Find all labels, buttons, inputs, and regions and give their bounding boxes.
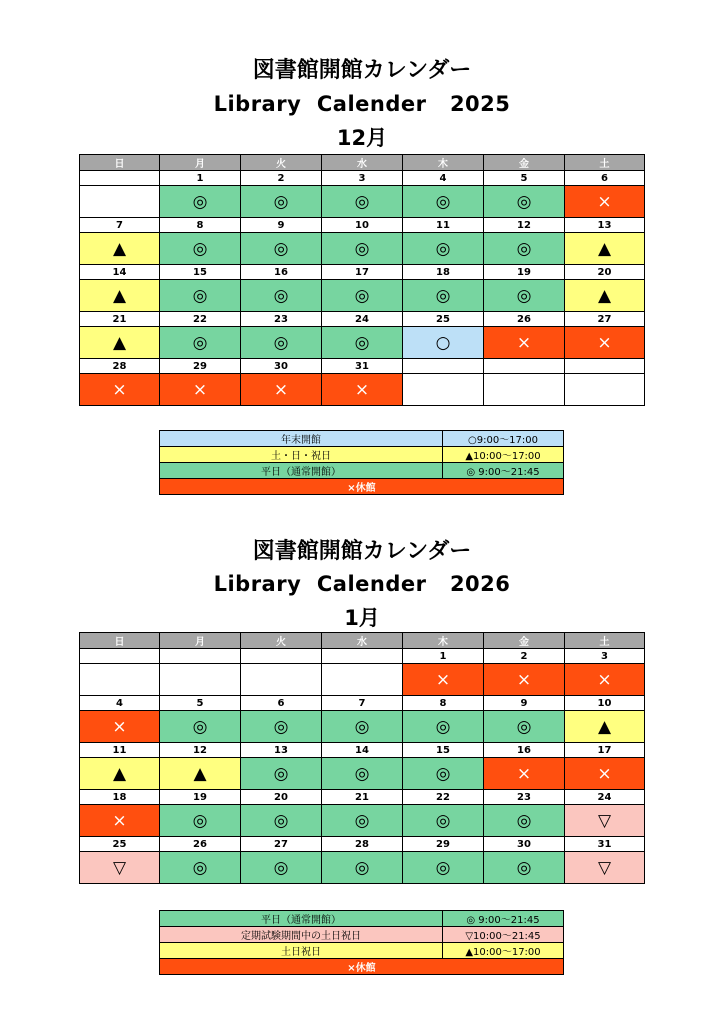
day-number: 20 xyxy=(241,790,322,805)
day-number: 2 xyxy=(484,649,565,664)
day-status-symbol: ▲ xyxy=(80,758,160,790)
day-status-symbol: ◎ xyxy=(322,852,403,884)
day-status-symbol: ◎ xyxy=(322,233,403,265)
day-number: 25 xyxy=(403,312,484,327)
day-status-symbol: × xyxy=(80,711,160,743)
day-status-symbol: × xyxy=(241,374,322,406)
legend-hours: ○9:00～17:00 xyxy=(443,431,564,447)
day-number: 19 xyxy=(160,790,241,805)
day-number: 7 xyxy=(322,696,403,711)
weekday-header: 木 xyxy=(403,155,484,171)
day-number: 27 xyxy=(565,312,645,327)
day-status-symbol: ▲ xyxy=(565,711,645,743)
day-status-symbol xyxy=(160,664,241,696)
day-status-symbol: × xyxy=(484,758,565,790)
day-number: 16 xyxy=(484,743,565,758)
day-number: 31 xyxy=(565,837,645,852)
day-status-symbol: ◎ xyxy=(241,852,322,884)
day-status-symbol: ◎ xyxy=(403,805,484,837)
day-number xyxy=(565,359,645,374)
day-status-symbol: ◎ xyxy=(160,327,241,359)
status-row xyxy=(80,186,645,218)
calendar-title-jp: 図書館開館カレンダー xyxy=(252,58,472,83)
weekday-header: 水 xyxy=(322,633,403,649)
day-status-symbol: ◎ xyxy=(484,233,565,265)
day-status-symbol: ◎ xyxy=(160,852,241,884)
day-status-symbol: ▲ xyxy=(565,233,645,265)
day-status-symbol: ◎ xyxy=(160,233,241,265)
day-status-symbol: × xyxy=(403,664,484,696)
date-row xyxy=(80,649,645,664)
weekday-header: 火 xyxy=(241,155,322,171)
day-number xyxy=(80,171,160,186)
day-number: 1 xyxy=(160,171,241,186)
weekday-header-row xyxy=(80,155,645,171)
day-number: 10 xyxy=(565,696,645,711)
weekday-header: 土 xyxy=(565,155,645,171)
day-number: 30 xyxy=(241,359,322,374)
legend-hours: ▲10:00～17:00 xyxy=(443,447,564,463)
day-status-symbol xyxy=(403,374,484,406)
legend-row xyxy=(160,959,564,975)
day-number: 10 xyxy=(322,218,403,233)
day-number: 9 xyxy=(484,696,565,711)
day-status-symbol: ▲ xyxy=(160,758,241,790)
weekday-header: 土 xyxy=(565,633,645,649)
day-status-symbol: ◎ xyxy=(322,327,403,359)
day-number: 4 xyxy=(80,696,160,711)
legend-row xyxy=(160,943,564,959)
day-number: 4 xyxy=(403,171,484,186)
day-status-symbol: ▲ xyxy=(80,327,160,359)
status-row xyxy=(80,664,645,696)
legend-row xyxy=(160,431,564,447)
day-number: 8 xyxy=(403,696,484,711)
weekday-header: 月 xyxy=(160,155,241,171)
day-number: 1 xyxy=(403,649,484,664)
day-status-symbol: ◎ xyxy=(241,711,322,743)
day-status-symbol: ◎ xyxy=(322,711,403,743)
day-status-symbol xyxy=(241,664,322,696)
day-number xyxy=(403,359,484,374)
day-number: 8 xyxy=(160,218,241,233)
day-number: 19 xyxy=(484,265,565,280)
day-status-symbol xyxy=(565,374,645,406)
day-status-symbol xyxy=(484,374,565,406)
day-status-symbol: ▽ xyxy=(565,852,645,884)
status-row xyxy=(80,233,645,265)
day-number: 14 xyxy=(80,265,160,280)
day-number: 24 xyxy=(322,312,403,327)
calendar-title-en: Library Calender 2025 xyxy=(213,92,511,116)
day-status-symbol: ◎ xyxy=(484,805,565,837)
day-status-symbol: ▽ xyxy=(565,805,645,837)
day-number: 17 xyxy=(565,743,645,758)
status-row xyxy=(80,327,645,359)
legend-hours: ◎ 9:00～21:45 xyxy=(443,463,564,479)
weekday-header: 水 xyxy=(322,155,403,171)
status-row xyxy=(80,758,645,790)
date-row xyxy=(80,743,645,758)
day-number xyxy=(241,649,322,664)
weekday-header: 日 xyxy=(80,155,160,171)
day-status-symbol: ▲ xyxy=(80,280,160,312)
day-number: 14 xyxy=(322,743,403,758)
day-number: 5 xyxy=(484,171,565,186)
date-row xyxy=(80,171,645,186)
day-number: 29 xyxy=(403,837,484,852)
day-status-symbol: ◎ xyxy=(241,805,322,837)
legend-hours: ◎ 9:00～21:45 xyxy=(443,911,564,927)
day-status-symbol: ◎ xyxy=(403,280,484,312)
day-status-symbol: ◎ xyxy=(322,186,403,218)
date-row xyxy=(80,359,645,374)
weekday-header: 火 xyxy=(241,633,322,649)
legend-hours: ▲10:00～17:00 xyxy=(443,943,564,959)
day-number: 11 xyxy=(80,743,160,758)
day-number: 27 xyxy=(241,837,322,852)
day-status-symbol xyxy=(80,186,160,218)
day-status-symbol: ◎ xyxy=(160,805,241,837)
day-status-symbol: ◎ xyxy=(322,280,403,312)
day-number: 15 xyxy=(160,265,241,280)
legend-row xyxy=(160,447,564,463)
calendar-table-january xyxy=(79,632,645,884)
day-number xyxy=(160,649,241,664)
day-status-symbol xyxy=(322,664,403,696)
day-status-symbol: ◎ xyxy=(241,233,322,265)
day-number: 18 xyxy=(80,790,160,805)
date-row xyxy=(80,218,645,233)
date-row xyxy=(80,790,645,805)
day-status-symbol: × xyxy=(322,374,403,406)
day-number: 3 xyxy=(565,649,645,664)
day-number xyxy=(484,359,565,374)
day-number: 2 xyxy=(241,171,322,186)
day-number: 18 xyxy=(403,265,484,280)
day-status-symbol: ◎ xyxy=(403,186,484,218)
legend-label: 年末開館 xyxy=(160,431,443,447)
day-status-symbol: ◎ xyxy=(241,327,322,359)
day-number: 20 xyxy=(565,265,645,280)
day-status-symbol: × xyxy=(80,374,160,406)
day-number: 30 xyxy=(484,837,565,852)
day-number: 13 xyxy=(565,218,645,233)
day-status-symbol: ◎ xyxy=(484,711,565,743)
day-number: 6 xyxy=(565,171,645,186)
calendar-title-en: Library Calender 2026 xyxy=(213,572,511,596)
day-number: 15 xyxy=(403,743,484,758)
day-number: 28 xyxy=(322,837,403,852)
day-status-symbol: ◎ xyxy=(403,233,484,265)
legend-label: 定期試験期間中の土日祝日 xyxy=(160,927,443,943)
day-number: 7 xyxy=(80,218,160,233)
day-status-symbol: ◎ xyxy=(484,186,565,218)
day-number: 29 xyxy=(160,359,241,374)
day-number: 17 xyxy=(322,265,403,280)
status-row xyxy=(80,852,645,884)
legend-hours: ▽10:00～21:45 xyxy=(443,927,564,943)
weekday-header: 金 xyxy=(484,155,565,171)
day-number: 5 xyxy=(160,696,241,711)
legend-label: 土・日・祝日 xyxy=(160,447,443,463)
legend-label: ×休館 xyxy=(160,479,564,495)
day-status-symbol xyxy=(80,664,160,696)
weekday-header: 月 xyxy=(160,633,241,649)
weekday-header: 日 xyxy=(80,633,160,649)
day-status-symbol: × xyxy=(160,374,241,406)
legend-label: ×休館 xyxy=(160,959,564,975)
date-row xyxy=(80,312,645,327)
day-number: 21 xyxy=(322,790,403,805)
day-status-symbol: ▽ xyxy=(80,852,160,884)
status-row xyxy=(80,374,645,406)
day-status-symbol: ▲ xyxy=(565,280,645,312)
day-status-symbol: ◎ xyxy=(241,758,322,790)
status-row xyxy=(80,280,645,312)
legend-row xyxy=(160,911,564,927)
calendar-title-jp: 図書館開館カレンダー xyxy=(252,539,472,564)
day-number: 12 xyxy=(160,743,241,758)
day-status-symbol: ◎ xyxy=(160,186,241,218)
legend-table-january xyxy=(159,910,564,975)
day-number: 9 xyxy=(241,218,322,233)
status-row xyxy=(80,711,645,743)
day-number: 13 xyxy=(241,743,322,758)
status-row xyxy=(80,805,645,837)
date-row xyxy=(80,837,645,852)
day-number: 25 xyxy=(80,837,160,852)
day-status-symbol: × xyxy=(565,327,645,359)
day-number: 22 xyxy=(160,312,241,327)
day-number: 16 xyxy=(241,265,322,280)
day-status-symbol: × xyxy=(484,327,565,359)
day-number: 6 xyxy=(241,696,322,711)
day-status-symbol: ▲ xyxy=(80,233,160,265)
date-row xyxy=(80,696,645,711)
day-status-symbol: ◎ xyxy=(160,711,241,743)
date-row xyxy=(80,265,645,280)
calendar-month: 12月 xyxy=(336,126,388,150)
day-status-symbol: ◎ xyxy=(322,758,403,790)
day-number: 21 xyxy=(80,312,160,327)
day-number: 11 xyxy=(403,218,484,233)
legend-table-december xyxy=(159,430,564,495)
legend-label: 平日（通常開館） xyxy=(160,911,443,927)
day-status-symbol: ◎ xyxy=(403,852,484,884)
legend-label: 土日祝日 xyxy=(160,943,443,959)
weekday-header: 木 xyxy=(403,633,484,649)
day-number xyxy=(322,649,403,664)
day-number xyxy=(80,649,160,664)
day-number: 3 xyxy=(322,171,403,186)
legend-label: 平日（通常開館） xyxy=(160,463,443,479)
day-status-symbol: × xyxy=(565,758,645,790)
calendar-month: 1月 xyxy=(344,606,380,630)
day-status-symbol: ◎ xyxy=(241,280,322,312)
day-status-symbol: ◎ xyxy=(403,758,484,790)
day-status-symbol: ○ xyxy=(403,327,484,359)
day-status-symbol: ◎ xyxy=(484,852,565,884)
day-number: 26 xyxy=(160,837,241,852)
calendar-table-december xyxy=(79,154,645,406)
day-status-symbol: ◎ xyxy=(403,711,484,743)
day-number: 22 xyxy=(403,790,484,805)
day-status-symbol: ◎ xyxy=(241,186,322,218)
day-number: 23 xyxy=(241,312,322,327)
day-status-symbol: × xyxy=(80,805,160,837)
day-status-symbol: ◎ xyxy=(322,805,403,837)
day-status-symbol: × xyxy=(565,186,645,218)
day-number: 31 xyxy=(322,359,403,374)
weekday-header: 金 xyxy=(484,633,565,649)
legend-row xyxy=(160,463,564,479)
day-status-symbol: ◎ xyxy=(484,280,565,312)
day-number: 12 xyxy=(484,218,565,233)
day-status-symbol: ◎ xyxy=(160,280,241,312)
day-number: 24 xyxy=(565,790,645,805)
day-status-symbol: × xyxy=(484,664,565,696)
day-number: 28 xyxy=(80,359,160,374)
day-number: 26 xyxy=(484,312,565,327)
legend-row xyxy=(160,927,564,943)
weekday-header-row xyxy=(80,633,645,649)
day-number: 23 xyxy=(484,790,565,805)
day-status-symbol: × xyxy=(565,664,645,696)
legend-row xyxy=(160,479,564,495)
